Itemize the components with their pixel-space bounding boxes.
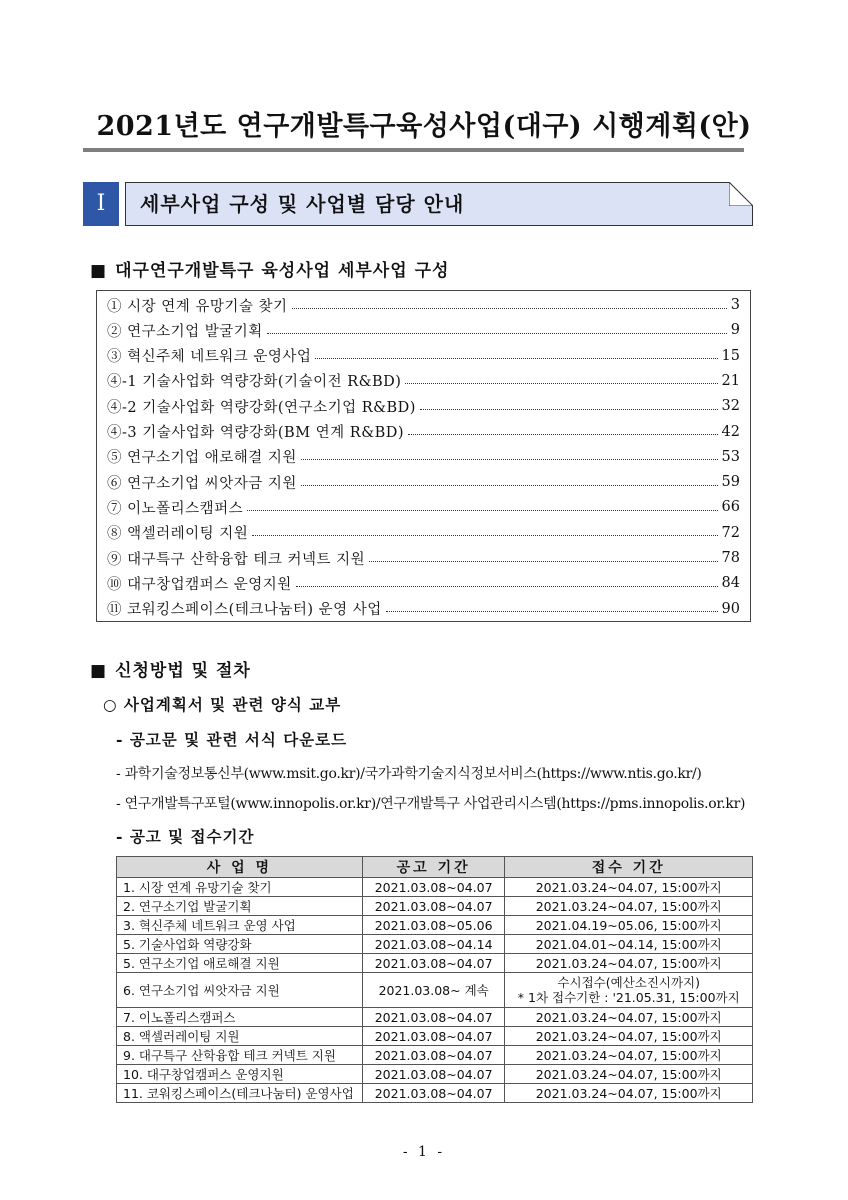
toc-item — [107, 570, 740, 596]
cell-receipt-period: 2021.03.24~04.07, 15:00까지 — [505, 954, 753, 973]
cell-notice-period: 2021.03.08~04.07 — [362, 1008, 505, 1027]
toc-item-page: 15 — [721, 347, 740, 364]
subsection-heading-text: 신청방법 및 절차 — [115, 661, 251, 681]
toc-item — [107, 494, 740, 520]
link-line-innopolis[interactable]: - 연구개발특구포털(www.innopolis.or.kr)/연구개발특구 사업관리시스템(https://pms.innopolis.or.kr) — [116, 796, 746, 812]
toc-item — [107, 469, 740, 495]
toc-item-page: 78 — [721, 550, 740, 566]
toc-item-label: ⑦ 이노폴리스캠퍼스 — [107, 500, 244, 517]
section-number: Ⅰ — [83, 182, 119, 226]
toc-leader-dots — [301, 485, 718, 486]
table-row — [117, 935, 753, 954]
cell-receipt-period: 2021.03.24~04.07, 15:00까지 — [505, 1084, 753, 1103]
cell-notice-period: 2021.03.08~04.07 — [362, 1065, 505, 1084]
table-row — [117, 878, 753, 897]
cell-receipt-period: 2021.04.19~05.06, 15:00까지 — [505, 916, 753, 935]
toc-item-page: 59 — [721, 474, 740, 491]
toc-leader-dots — [315, 358, 717, 359]
cell-notice-period: 2021.03.08~04.07 — [362, 1046, 505, 1065]
schedule-table — [116, 856, 753, 1103]
toc-item-page: 84 — [721, 575, 740, 592]
cell-program-name: 9. 대구특구 산학융합 테크 커넥트 지원 — [117, 1046, 363, 1065]
toc-item — [107, 596, 740, 622]
cell-program-name: 6. 연구소기업 씨앗자금 지원 — [117, 973, 363, 1008]
toc-leader-dots — [252, 535, 717, 536]
toc-leader-dots — [405, 383, 717, 384]
toc-item — [107, 292, 740, 318]
table-row — [117, 897, 753, 916]
dash-item-period: - 공고 및 접수기간 — [116, 827, 255, 846]
toc-item-page: 72 — [721, 524, 740, 541]
toc-item-page: 42 — [721, 423, 740, 440]
toc-item-page: 3 — [730, 297, 740, 313]
cell-receipt-period: 2021.03.24~04.07, 15:00까지 — [505, 897, 753, 916]
cell-notice-period: 2021.03.08~04.07 — [362, 897, 505, 916]
toc-item-page: 9 — [730, 322, 740, 339]
cell-receipt-period: 2021.03.24~04.07, 15:00까지 — [505, 878, 753, 897]
toc-item-page: 21 — [721, 372, 740, 389]
toc-leader-dots — [296, 586, 718, 587]
section-title-box — [125, 182, 753, 226]
toc-item-label: ⑨ 대구특구 산학융합 테크 커넥트 지원 — [107, 551, 366, 568]
column-header-notice: 공고 기간 — [362, 857, 505, 878]
title-rule — [83, 148, 744, 152]
cell-notice-period: 2021.03.08~04.07 — [362, 1027, 505, 1046]
toc-leader-dots — [369, 561, 717, 562]
toc-item-page: 90 — [721, 600, 740, 617]
toc-item-label: ⑪ 코워킹스페이스(테크나눔터) 운영 사업 — [107, 602, 382, 619]
toc-item — [107, 444, 740, 470]
section-title: 세부사업 구성 및 사업별 담당 안내 — [140, 192, 465, 216]
cell-program-name: 1. 시장 연계 유망기술 찾기 — [117, 878, 363, 897]
toc-item — [107, 368, 740, 394]
cell-program-name: 8. 액셀러레이팅 지원 — [117, 1027, 363, 1046]
toc-item — [107, 317, 740, 343]
cell-program-name: 2. 연구소기업 발굴기획 — [117, 897, 363, 916]
subsection-heading-text: 대구연구개발특구 육성사업 세부사업 구성 — [115, 261, 450, 281]
toc-item-label: ① 시장 연계 유망기술 찾기 — [107, 298, 288, 315]
square-bullet-icon: ■ — [90, 261, 108, 281]
cell-notice-period: 2021.03.08~04.07 — [362, 954, 505, 973]
section-header — [83, 182, 753, 226]
toc-leader-dots — [247, 510, 717, 511]
toc-leader-dots — [267, 333, 727, 334]
toc-item — [107, 343, 740, 369]
cell-receipt-period — [505, 973, 753, 1008]
toc-leader-dots — [408, 434, 717, 435]
dash-item-download: - 공고문 및 관련 서식 다운로드 — [116, 730, 348, 749]
folded-corner-icon — [729, 182, 753, 206]
page-number: - 1 - — [402, 1144, 446, 1160]
square-bullet-icon: ■ — [90, 661, 108, 681]
toc-item-label: ⑥ 연구소기업 씨앗자금 지원 — [107, 475, 297, 492]
table-row — [117, 1008, 753, 1027]
cell-receipt-period: 2021.03.24~04.07, 15:00까지 — [505, 1065, 753, 1084]
table-row — [117, 1046, 753, 1065]
toc-item-label: ⑧ 액셀러레이팅 지원 — [107, 526, 249, 543]
cell-program-name: 5. 연구소기업 애로해결 지원 — [117, 954, 363, 973]
toc-item-label: ④-1 기술사업화 역량강화(기술이전 R&BD) — [107, 374, 402, 391]
cell-notice-period: 2021.03.08~04.07 — [362, 1084, 505, 1103]
cell-receipt-period: 2021.04.01~04.14, 15:00까지 — [505, 935, 753, 954]
toc-item-label: ⑩ 대구창업캠퍼스 운영지원 — [107, 576, 292, 593]
toc-leader-dots — [420, 409, 718, 410]
toc-leader-dots — [386, 611, 718, 612]
cell-receipt-period: 2021.03.24~04.07, 15:00까지 — [505, 1046, 753, 1065]
cell-receipt-period: 2021.03.24~04.07, 15:00까지 — [505, 1027, 753, 1046]
cell-receipt-period: 2021.03.24~04.07, 15:00까지 — [505, 1008, 753, 1027]
toc-item-label: ② 연구소기업 발굴기획 — [107, 323, 263, 340]
column-header-name: 사 업 명 — [117, 857, 363, 878]
cell-program-name: 5. 기술사업화 역량강화 — [117, 935, 363, 954]
toc-item-page: 66 — [721, 499, 740, 516]
cell-program-name: 11. 코워킹스페이스(테크나눔터) 운영사업 — [117, 1084, 363, 1103]
toc-item-label: ⑤ 연구소기업 애로해결 지원 — [107, 450, 297, 467]
toc-item — [107, 520, 740, 546]
toc-item-page: 53 — [721, 448, 740, 465]
toc-item-page: 32 — [721, 398, 740, 415]
toc-item — [107, 419, 740, 445]
toc-item-label: ③ 혁신주체 네트워크 운영사업 — [107, 349, 312, 366]
cell-program-name: 7. 이노폴리스캠퍼스 — [117, 1008, 363, 1027]
toc-item-label: ④-2 기술사업화 역량강화(연구소기업 R&BD) — [107, 399, 416, 416]
table-row — [117, 1027, 753, 1046]
toc-leader-dots — [301, 459, 718, 460]
cell-notice-period: 2021.03.08~05.06 — [362, 916, 505, 935]
link-line-msit[interactable]: - 과학기술정보통신부(www.msit.go.kr)/국가과학기술지식정보서비스(https://www.ntis.go.kr/) — [116, 766, 702, 782]
toc-item — [107, 393, 740, 419]
table-row — [117, 1084, 753, 1103]
toc-box — [96, 290, 751, 622]
document-title: 2021년도 연구개발특구육성사업(대구) 시행계획(안) — [96, 111, 752, 142]
cell-program-name: 3. 혁신주체 네트워크 운영 사업 — [117, 916, 363, 935]
subsection-heading-application — [90, 656, 251, 681]
table-header-row — [117, 857, 753, 878]
receipt-main-text: 수시접수(예산소진시까지) — [557, 975, 701, 990]
cell-program-name: 10. 대구창업캠퍼스 운영지원 — [117, 1065, 363, 1084]
column-header-receipt: 접수 기간 — [505, 857, 753, 878]
bullet-item-forms: ○ 사업계획서 및 관련 양식 교부 — [103, 695, 342, 714]
cell-notice-period: 2021.03.08~04.07 — [362, 878, 505, 897]
subsection-heading-composition — [90, 256, 449, 281]
table-row — [117, 954, 753, 973]
cell-notice-period: 2021.03.08~ 계속 — [362, 973, 505, 1008]
table-row — [117, 973, 753, 1008]
table-row — [117, 916, 753, 935]
table-row — [117, 1065, 753, 1084]
receipt-note-text: * 1차 접수기한 : '21.05.31, 15:00까지 — [517, 990, 740, 1005]
cell-notice-period: 2021.03.08~04.14 — [362, 935, 505, 954]
toc-item-label: ④-3 기술사업화 역량강화(BM 연계 R&BD) — [107, 425, 405, 441]
toc-item — [107, 545, 740, 571]
toc-leader-dots — [292, 308, 727, 309]
